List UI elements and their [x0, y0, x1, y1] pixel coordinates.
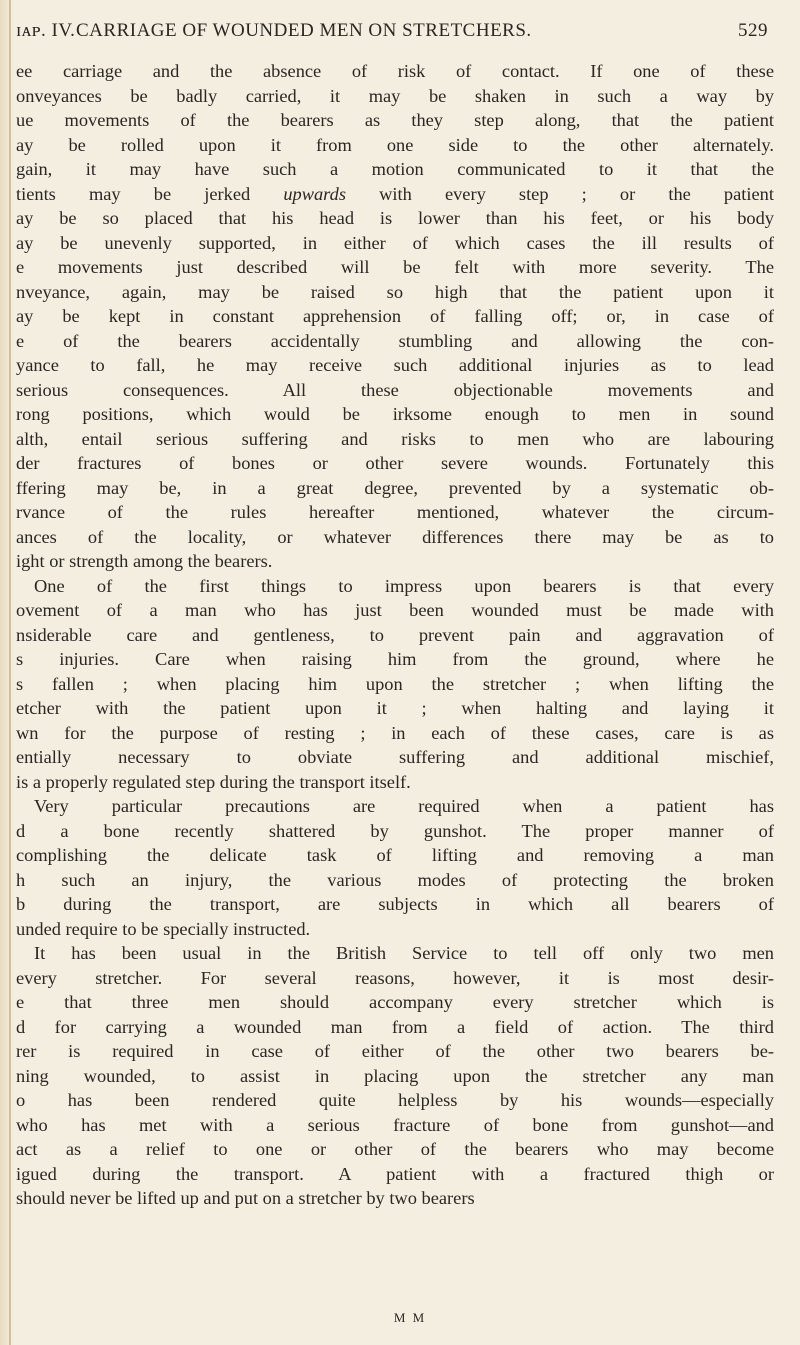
text-line: s injuries. Care when raising him from the ground, where he: [16, 649, 774, 669]
text-line: who has met with a serious fracture of bone from gunshot—and: [16, 1114, 774, 1135]
text-line: ffering may be, in a great degree, prevented by a systematic ob-: [16, 477, 774, 498]
text-line: h such an injury, the various modes of protecting the broken: [16, 869, 774, 890]
text-line: nsiderable care and gentleness, to prevent pain and aggravation of: [16, 624, 774, 645]
text-line: o has been rendered quite helpless by his wounds—especially: [16, 1090, 774, 1110]
text-line: alth, entail serious suffering and risks to men who are labouring: [16, 428, 774, 449]
page-number: 529: [738, 20, 768, 41]
text-line: onveyances be badly carried, it may be shaken in such a way by: [16, 85, 774, 106]
text-line: is a properly regulated step during the transport itself.: [16, 771, 411, 792]
text-line: every stretcher. For several reasons, however, it is most desir-: [16, 967, 774, 988]
text-line: b during the transport, are subjects in which all bearers of: [16, 894, 774, 914]
text-line: igued during the transport. A patient with a fractured thigh or: [16, 1163, 774, 1184]
text-line: e movements just described will be felt with more severity. The: [16, 257, 774, 277]
text-line: wn for the purpose of resting ; in each of these cases, care is as: [16, 722, 774, 743]
text-line: serious consequences. All these objectionable movements and: [16, 379, 774, 400]
text-line: e of the bearers accidentally stumbling and allowing the con-: [16, 330, 774, 351]
text-line: etcher with the patient upon it ; when halting and laying it: [16, 698, 774, 718]
text-line: ances of the locality, or whatever differences there may be as to: [16, 526, 774, 547]
running-title: CARRIAGE OF WOUNDED MEN ON STRETCHERS.: [76, 20, 532, 41]
text-line: gain, it may have such a motion communicated to it that the: [16, 159, 774, 179]
running-head: [16, 20, 768, 50]
text-line: ay be unevenly supported, in either of which cases the ill results of: [16, 232, 774, 253]
text-line: ay be rolled upon it from one side to the other alternately.: [16, 134, 774, 155]
text-line: der fractures of bones or other severe wounds. Fortunately this: [16, 453, 774, 473]
chapter-label: ɪᴀᴘ. IV.: [16, 20, 76, 41]
text-line: ovement of a man who has just been wounded must be made with: [16, 600, 774, 620]
text-line: rer is required in case of either of the other two bearers be-: [16, 1041, 774, 1061]
text-line: should never be lifted up and put on a stretcher by two bearers: [16, 1188, 475, 1208]
text-line: rong positions, which would be irksome enough to men in sound: [16, 404, 774, 424]
body-text: [16, 59, 774, 1211]
text-line: nveyance, again, may be raised so high that the patient upon it: [16, 281, 774, 302]
text-line: e that three men should accompany every stretcher which is: [16, 992, 774, 1012]
text-line: tients may be jerked upwards with every step ; or the patient: [16, 183, 774, 204]
text-line: ue movements of the bearers as they step along, that the patient: [16, 110, 774, 130]
text-line: yance to fall, he may receive such additional injuries as to lead: [16, 355, 774, 375]
text-line: d for carrying a wounded man from a field of action. The third: [16, 1016, 774, 1037]
text-line: d a bone recently shattered by gunshot. The proper manner of: [16, 820, 774, 841]
text-line: ning wounded, to assist in placing upon the stretcher any man: [16, 1065, 774, 1086]
text-line: rvance of the rules hereafter mentioned, whatever the circum-: [16, 502, 774, 522]
text-line: One of the first things to impress upon bearers is that every: [34, 575, 774, 596]
text-line: ay be kept in constant apprehension of falling off; or, in case of: [16, 306, 774, 326]
text-line: Very particular precautions are required when a patient has: [34, 796, 774, 816]
text-line: complishing the delicate task of lifting and removing a man: [16, 845, 774, 865]
text-line: ee carriage and the absence of risk of contact. If one of these: [16, 61, 774, 81]
binding-edge: [9, 0, 11, 1345]
emphasized-word: upwards: [283, 183, 346, 204]
text-line: s fallen ; when placing him upon the stretcher ; when lifting the: [16, 673, 774, 694]
text-line: It has been usual in the British Service to tell off only two men: [34, 943, 774, 963]
text-line: ight or strength among the bearers.: [16, 551, 273, 571]
signature-mark: M M: [393, 1310, 427, 1325]
text-line: unded require to be specially instructed.: [16, 918, 311, 939]
text-line: act as a relief to one or other of the bearers who may become: [16, 1139, 774, 1159]
text-line: ay be so placed that his head is lower than his feet, or his body: [16, 208, 774, 228]
text-line: entially necessary to obviate suffering and additional mischief,: [16, 747, 774, 767]
